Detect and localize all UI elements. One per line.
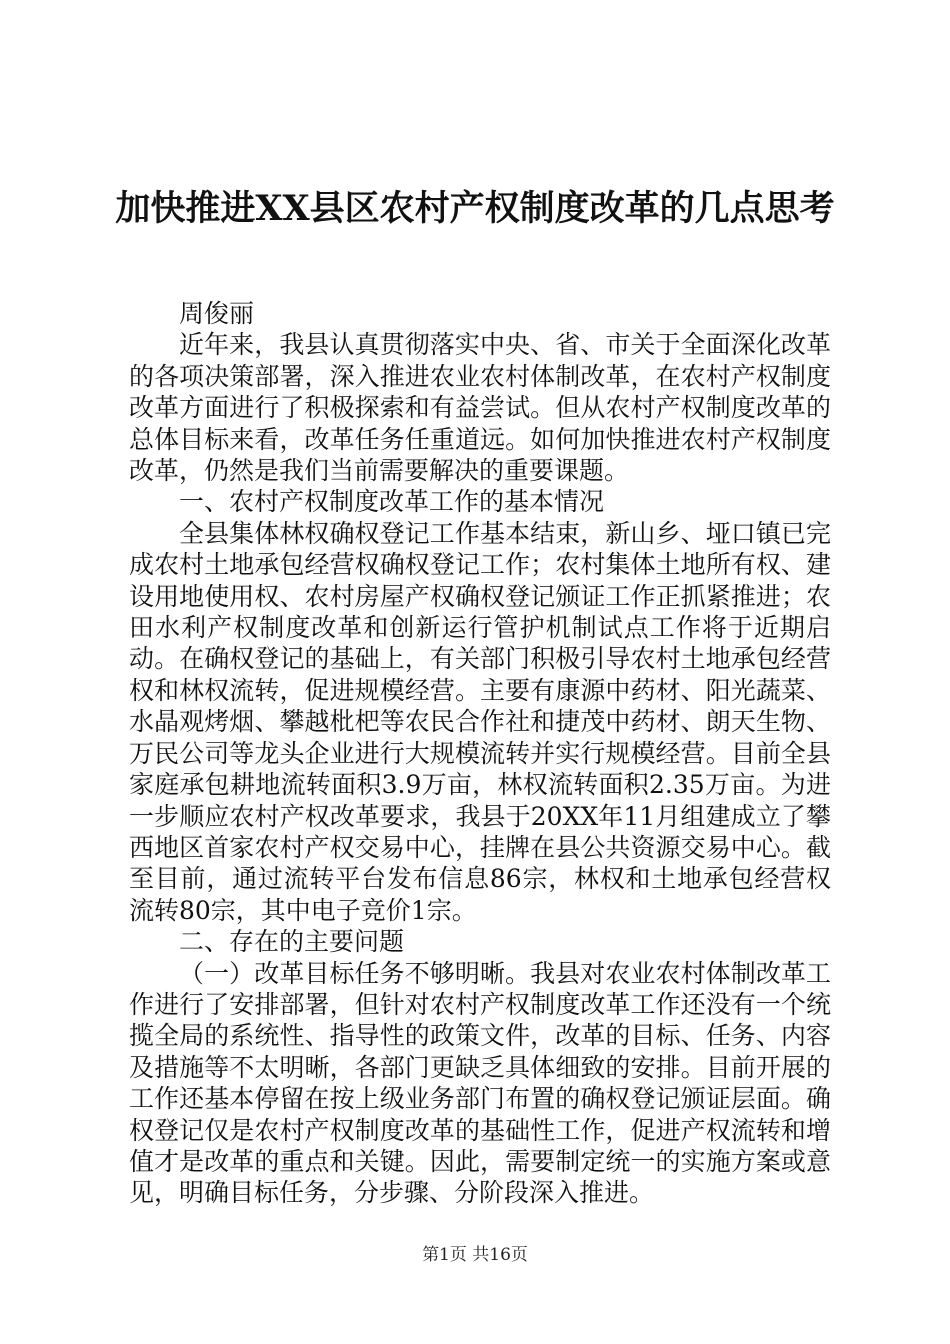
page-title: 加快推进XX县区农村产权制度改革的几点思考 <box>115 188 835 229</box>
author-line: 周俊丽 <box>179 299 255 328</box>
paragraph-problem-1: （一）改革目标任务不够明晰。我县对农业农村体制改革工作进行了安排部署，但针对农村产权制度改革工作还没有一个统揽全局的系统性、指导性的政策文件，改革的目标、任务、内容及措施等不太明晰，各部门更缺乏具体细致的安排。目前开展的工作还基本停留在按上级业务部门布置的确权登记颁证层面。确权登记仅是农村产权制度改革的基础性工作，促进产权流转和增值才是改革的重点和关键。因此，需要制定统一的实施方案或意见，明确目标任务，分步骤、分阶段深入推进。 <box>129 958 831 1208</box>
page-footer: 第1页 共16页 <box>422 1245 528 1265</box>
section-heading-1: 一、农村产权制度改革工作的基本情况 <box>179 487 605 517</box>
section-heading-2: 二、存在的主要问题 <box>179 927 405 957</box>
paragraph-intro: 近年来，我县认真贯彻落实中央、省、市关于全面深化改革的各项决策部署，深入推进农业农村体制改革，在农村产权制度改革方面进行了积极探索和有益尝试。但从农村产权制度改革的总体目标来看，改革任务任重道远。如何加快推进农村产权制度改革，仍然是我们当前需要解决的重要课题。 <box>129 330 831 486</box>
paragraph-basic-situation: 全县集体林权确权登记工作基本结束，新山乡、垭口镇已完成农村土地承包经营权确权登记工作；农村集体土地所有权、建设用地使用权、农村房屋产权确权登记颁证工作正抓紧推进；农田水利产权制度改革和创新运行管护机制试点工作将于近期启动。在确权登记的基础上，有关部门积极引导农村土地承包经营权和林权流转，促进规模经营。主要有康源中药材、阳光蔬菜、水晶观烤烟、攀越枇杷等农民合作社和捷茂中药材、朗天生物、万民公司等龙头企业进行大规模流转并实行规模经营。目前全县家庭承包耕地流转面积3.9万亩，林权流转面积2.35万亩。为进一步顺应农村产权改革要求，我县于20XX年11月组建成立了攀西地区首家农村产权交易中心，挂牌在县公共资源交易中心。截至目前，通过流转平台发布信息86宗，林权和土地承包经营权流转80宗，其中电子竞价1宗。 <box>129 518 831 925</box>
document-body <box>129 298 831 1209</box>
